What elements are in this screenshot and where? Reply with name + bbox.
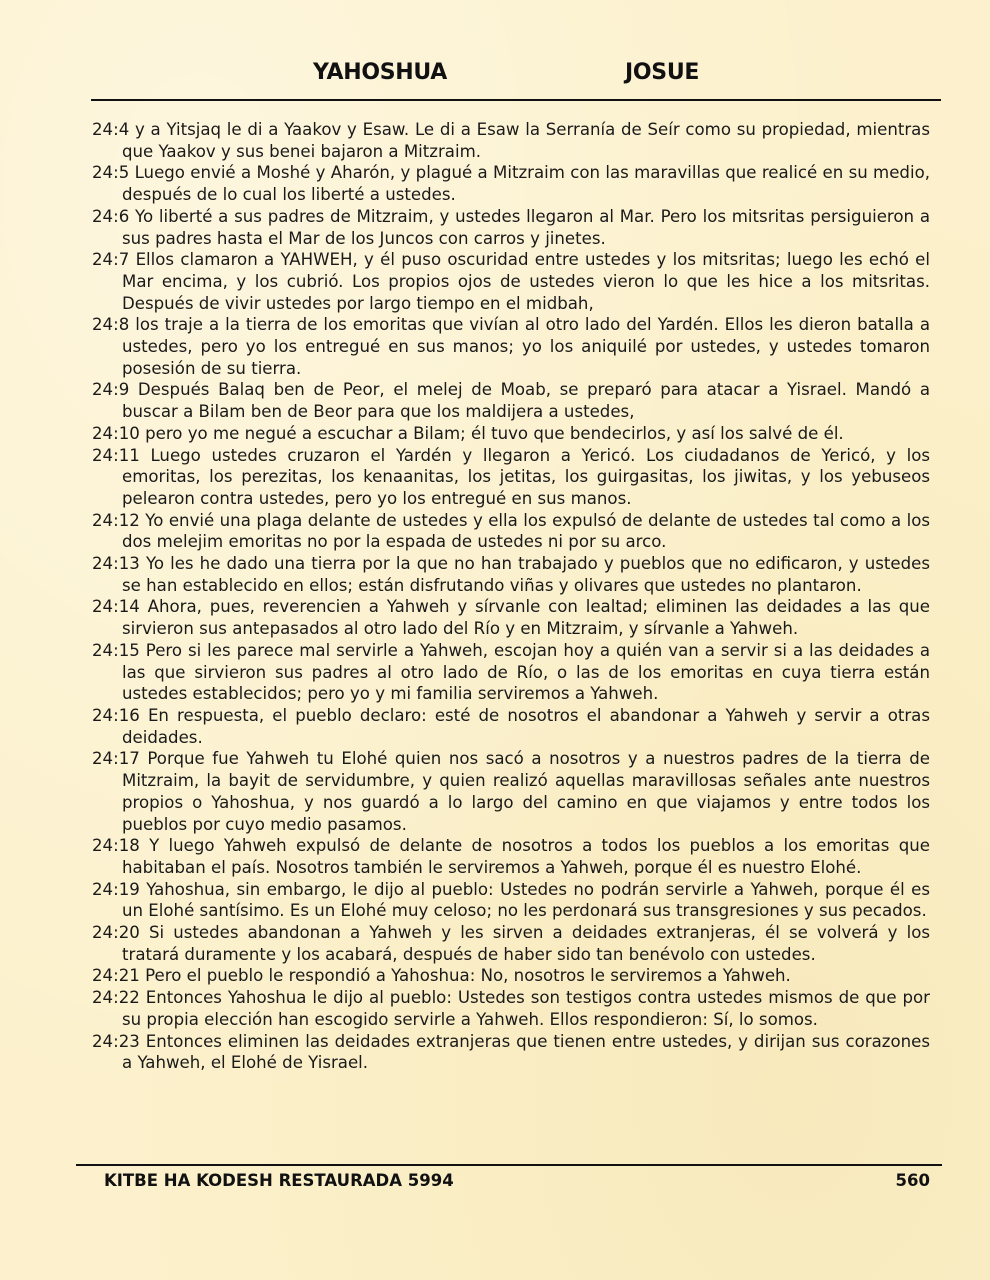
verse	[92, 965, 930, 987]
verse-ref: 24:9	[92, 380, 130, 400]
verse-text: los traje a la tierra de los emoritas que vivían al otro lado del Yardén. Ellos les dieron batalla a ustedes, pero yo los entregué en sus manos; yo los aniquilé por ustedes, y ustedes tomaron posesión de su tierra.	[122, 315, 930, 378]
verse-ref: 24:5	[92, 163, 130, 183]
verse-ref: 24:4	[92, 120, 130, 139]
verse	[92, 249, 930, 314]
verse	[92, 162, 930, 205]
verse	[92, 119, 930, 162]
verse-text: Pero el pueblo le respondió a Yahoshua: No, nosotros le serviremos a Yahweh.	[145, 966, 791, 986]
verse-ref: 24:19	[92, 879, 140, 899]
verse	[92, 922, 930, 965]
verse	[92, 379, 930, 422]
verse-text: Si ustedes abandonan a Yahweh y les sirven a deidades extranjeras, él se volverá y los tratará duramente y los acabará, después de haber sido tan benévolo con ustedes.	[122, 923, 930, 964]
verse-list	[92, 119, 930, 1074]
verse-ref: 24:21	[92, 966, 140, 986]
footer-rule	[76, 1164, 942, 1166]
verse-ref: 24:13	[92, 554, 140, 574]
verse	[92, 510, 930, 553]
verse-text: Ellos clamaron a YAHWEH, y él puso oscuridad entre ustedes y los mitsritas; luego les echó el Mar encima, y los cubrió. Los propios ojos de ustedes vieron lo que les hice a los mitsritas. Después de vivir ustedes por largo tiempo en el midbah,	[122, 250, 931, 313]
verse	[92, 596, 930, 639]
verse-text: Entonces eliminen las deidades extranjeras que tienen entre ustedes, y dirijan sus corazones a Yahweh, el Elohé de Yisrael.	[122, 1031, 930, 1073]
verse-text: Después Balaq ben de Peor, el melej de Moab, se preparó para atacar a Yisrael. Mandó a buscar a Bilam ben de Beor para que los maldijera a ustedes,	[122, 380, 931, 422]
verse-ref: 24:18	[92, 836, 140, 856]
verse-text: Luego ustedes cruzaron el Yardén y llegaron a Yericó. Los ciudadanos de Yericó, y los emoritas, los perezitas, los kenaanitas, los jetitas, los guirgasitas, los jiwitas, y los yebuseos pelearon contra ustedes, pero yo los entregué en sus manos.	[122, 445, 930, 508]
verse-text: y a Yitsjaq le di a Yaakov y Esaw. Le di a Esaw la Serranía de Seír como su propiedad, mientras que Yaakov y sus benei bajaron a Mitzraim.	[122, 120, 930, 161]
verse	[92, 987, 930, 1030]
verse-text: Ahora, pues, reverencien a Yahweh y sírvanle con lealtad; eliminen las deidades a las que sirvieron sus antepasados al otro lado del Río y en Mitzraim, y sírvanle a Yahweh.	[122, 597, 930, 639]
verse	[92, 553, 930, 596]
verse-ref: 24:8	[92, 315, 130, 335]
verse	[92, 445, 930, 510]
verse-text: Yo envié una plaga delante de ustedes y ella los expulsó de delante de ustedes tal como a los dos melejim emoritas no por la espada de ustedes ni por su arco.	[122, 510, 930, 552]
verse-text: Yahoshua, sin embargo, le dijo al pueblo: Ustedes no podrán servirle a Yahweh, porque él es un Elohé santísimo. Es un Elohé muy celoso; no les perdonará sus transgresiones y sus pecados.	[122, 879, 930, 921]
verse-text: Entonces Yahoshua le dijo al pueblo: Ustedes son testigos contra ustedes mismos de que por su propia elección han escogido servirle a Yahweh. Ellos respondieron: Sí, lo somos.	[122, 988, 930, 1029]
verse-ref: 24:20	[92, 923, 140, 943]
verse	[92, 748, 930, 835]
header-rule	[91, 99, 941, 101]
verse-text: Porque fue Yahweh tu Elohé quien nos sacó a nosotros y a nuestros padres de la tierra de Mitzraim, la bayit de servidumbre, y quien realizó aquellas maravillosas señales ante nuestros propios o Yahoshua, y nos guardó a lo largo del camino en que viajamos y entre todos los pueblos por cuyo medio pasamos.	[122, 749, 931, 834]
verse-ref: 24:16	[92, 705, 140, 725]
verse	[92, 640, 930, 705]
verse-ref: 24:11	[92, 445, 140, 465]
verse	[92, 423, 930, 445]
footer-title: KITBE HA KODESH RESTAURADA 5994	[104, 1171, 454, 1190]
verse-text: Y luego Yahweh expulsó de delante de nosotros a todos los pueblos a los emoritas que habitaban el país. Nosotros también le serviremos a Yahweh, porque él es nuestro Elohé.	[122, 836, 930, 877]
page-number: 560	[895, 1171, 930, 1190]
verse-text: Luego envié a Moshé y Aharón, y plagué a Mitzraim con las maravillas que realicé en su medio, después de lo cual los liberté a ustedes.	[122, 163, 930, 205]
verse-ref: 24:23	[92, 1031, 140, 1051]
verse-text: En respuesta, el pueblo declaro: esté de nosotros el abandonar a Yahweh y servir a otras deidades.	[122, 705, 930, 747]
page-header	[0, 60, 990, 90]
verse-text: Pero si les parece mal servirle a Yahweh, escojan hoy a quién van a servir si a las deidades a las que sirvieron sus padres al otro lado de Río, o las de los emoritas en cuya tierra están ustedes establecidos; pero yo y mi familia serviremos a Yahweh.	[122, 640, 930, 704]
verse-ref: 24:17	[92, 749, 140, 769]
verse	[92, 314, 930, 379]
verse	[92, 835, 930, 878]
running-head-right: JOSUE	[625, 60, 700, 85]
verse-ref: 24:22	[92, 988, 140, 1008]
verse-ref: 24:15	[92, 640, 140, 660]
verse	[92, 1031, 930, 1074]
verse-ref: 24:12	[92, 510, 140, 530]
verse-ref: 24:10	[92, 423, 140, 443]
verse-ref: 24:6	[92, 206, 130, 226]
verse-text: Yo les he dado una tierra por la que no han trabajado y pueblos que no edificaron, y ustedes se han establecido en ellos; están disfrutando viñas y olivares que ustedes no plantaron.	[122, 554, 930, 595]
verse-ref: 24:14	[92, 597, 140, 617]
verse-text: pero yo me negué a escuchar a Bilam; él tuvo que bendecirlos, y así los salvé de él.	[145, 423, 844, 443]
verse-text: Yo liberté a sus padres de Mitzraim, y ustedes llegaron al Mar. Pero los mitsritas persiguieron a sus padres hasta el Mar de los Juncos con carros y jinetes.	[122, 206, 930, 248]
running-head-left: YAHOSHUA	[313, 60, 448, 85]
verse	[92, 705, 930, 748]
verse-ref: 24:7	[92, 250, 130, 270]
verse	[92, 879, 930, 922]
verse	[92, 206, 930, 249]
